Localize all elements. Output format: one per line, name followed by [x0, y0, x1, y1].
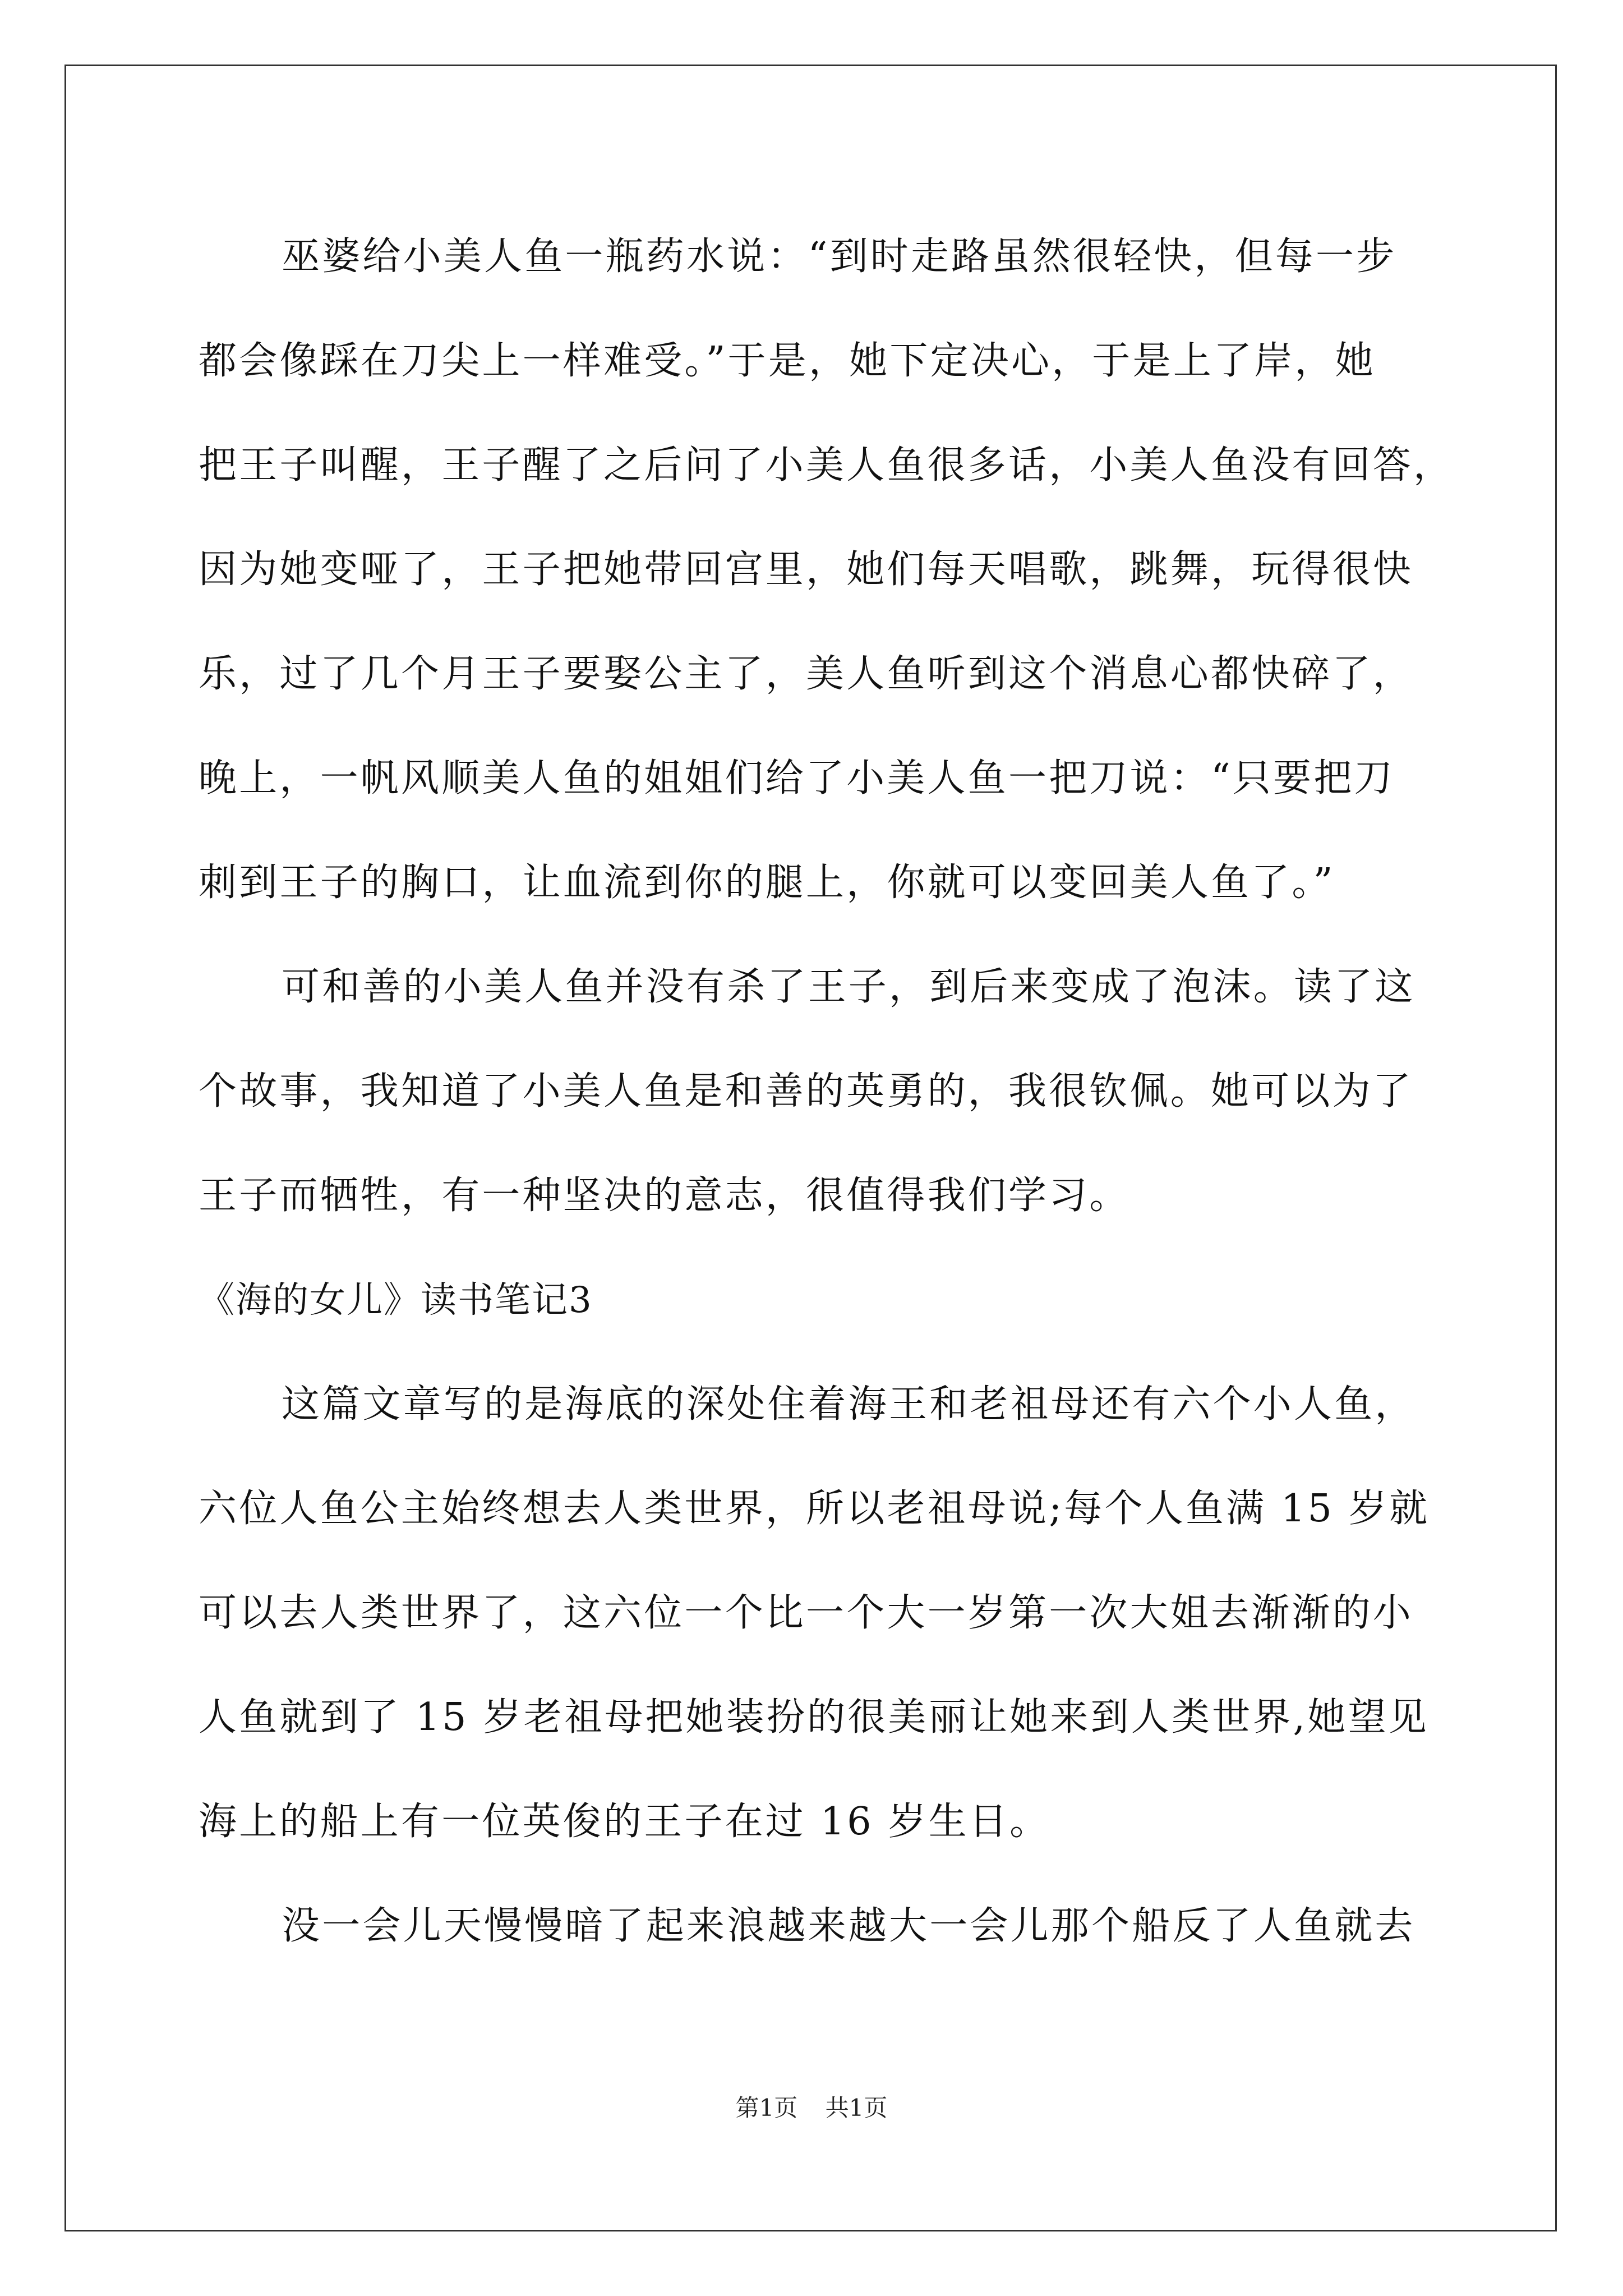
document-body [199, 205, 1454, 1978]
paragraph-line: 晚上，一帆风顺美人鱼的姐姐们给了小美人鱼一把刀说：“只要把刀 [199, 756, 1395, 800]
page-footer [0, 2090, 1623, 2123]
paragraph-line: 都会像踩在刀尖上一样难受。”于是，她下定决心，于是上了岸，她 [199, 339, 1376, 383]
paragraph-line: 人鱼就到了 15 岁老祖母把她装扮的很美丽让她来到人类世界,她望见 [199, 1695, 1429, 1740]
paragraph-line: 海上的船上有一位英俊的王子在过 16 岁生日。 [199, 1800, 1050, 1844]
paragraph-line: 可以去人类世界了，这六位一个比一个大一岁第一次大姐去渐渐的小 [199, 1591, 1414, 1635]
paragraph-line: 可和善的小美人鱼并没有杀了王子，到后来变成了泡沫。读了这 [282, 965, 1415, 1009]
page-number: 第1页 [735, 2094, 798, 2122]
paragraph-line: 王子而牺牲，有一种坚决的意志，很值得我们学习。 [199, 1174, 1130, 1218]
paragraph-line: 六位人鱼公主始终想去人类世界，所以老祖母说;每个人鱼满 15 岁就 [199, 1487, 1430, 1531]
page-total: 共1页 [825, 2094, 888, 2122]
paragraph-line: 没一会儿天慢慢暗了起来浪越来越大一会儿那个船反了人鱼就去 [282, 1904, 1415, 1948]
paragraph-line: 巫婆给小美人鱼一瓶药水说：“到时走路虽然很轻快，但每一步 [282, 234, 1397, 279]
paragraph-line: 乐，过了几个月王子要娶公主了，美人鱼听到这个消息心都快碎了， [199, 652, 1414, 696]
paragraph-line: 个故事，我知道了小美人鱼是和善的英勇的，我很钦佩。她可以为了 [199, 1069, 1414, 1114]
paragraph-line: 这篇文章写的是海底的深处住着海王和老祖母还有六个小人鱼， [282, 1382, 1415, 1427]
paragraph-line: 把王子叫醒，王子醒了之后问了小美人鱼很多话，小美人鱼没有回答， [199, 443, 1454, 487]
paragraph-line: 因为她变哑了，王子把她带回宫里，她们每天唱歌，跳舞，玩得很快 [199, 547, 1414, 592]
paragraph-line: 刺到王子的胸口，让血流到你的腿上，你就可以变回美人鱼了。” [199, 861, 1335, 905]
section-heading: 《海的女儿》读书笔记3 [199, 1280, 593, 1321]
